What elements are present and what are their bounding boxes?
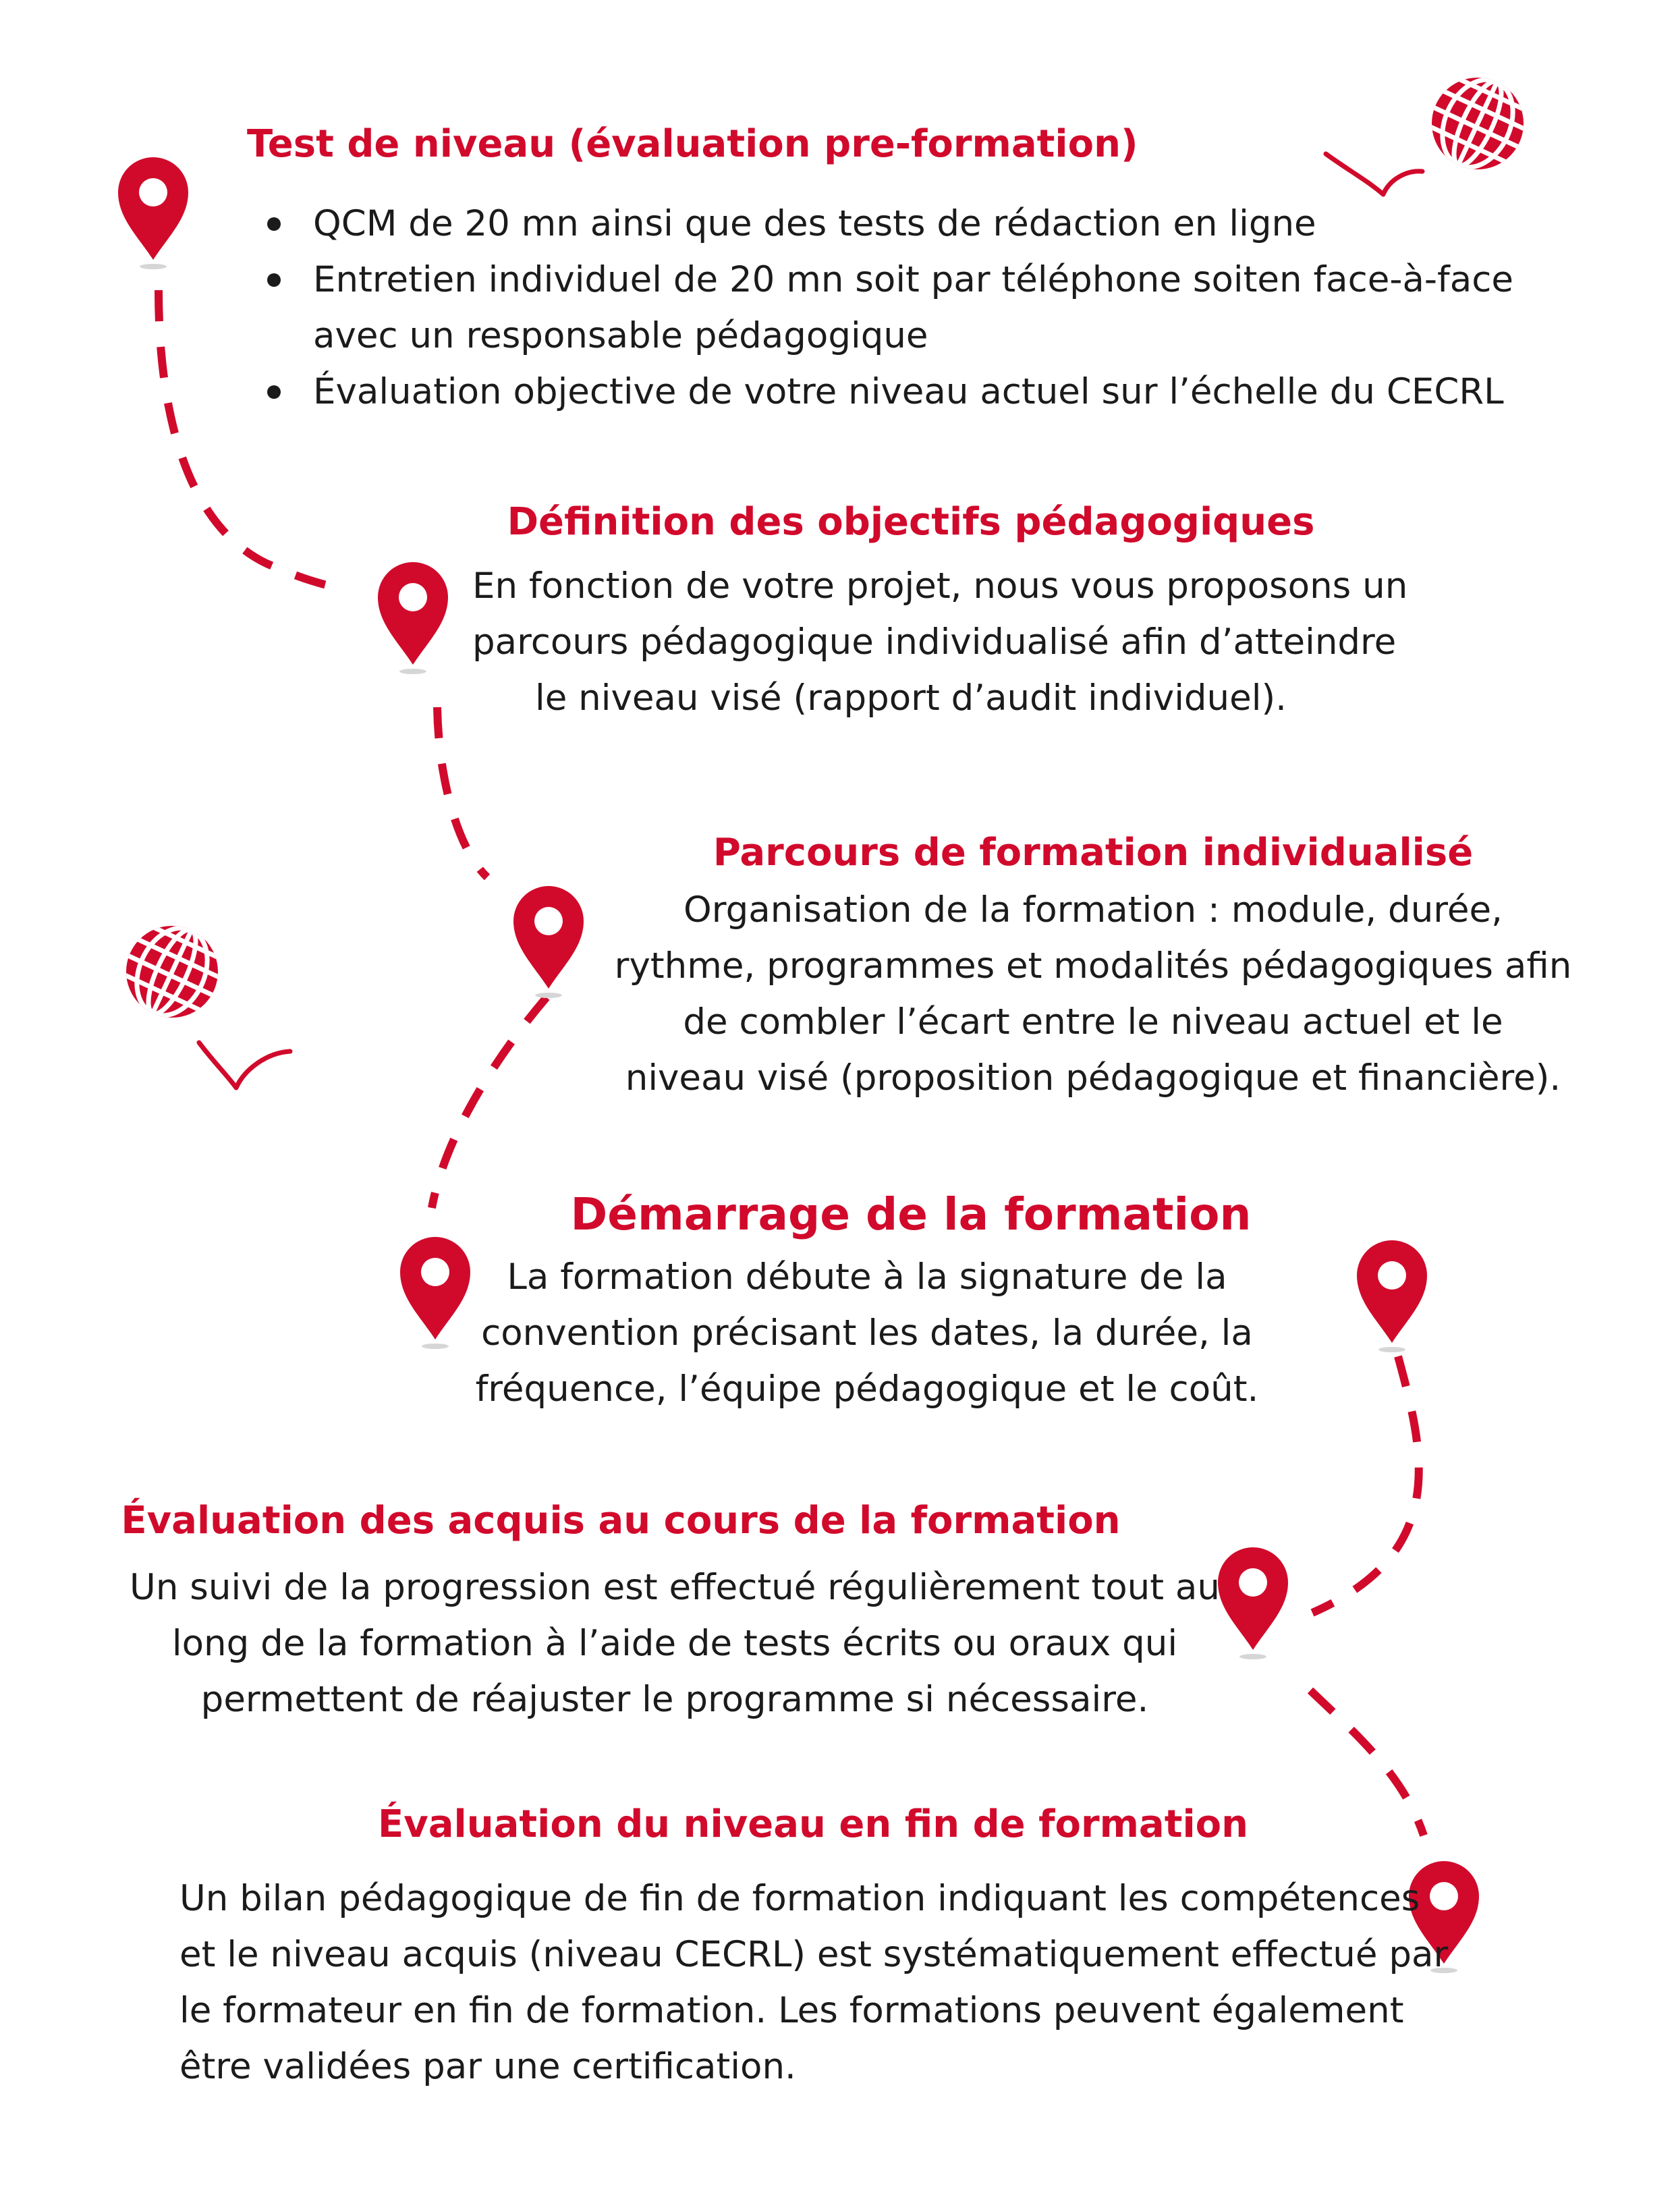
globe-icon bbox=[1425, 68, 1534, 179]
step-heading: Évaluation des acquis au cours de la formation bbox=[121, 1499, 1121, 1543]
bullet-list bbox=[259, 196, 1513, 420]
step-level-test-bullets bbox=[259, 196, 1513, 420]
list-item: Évaluation objective de votre niveau actuel sur l’échelle du CECRL bbox=[259, 364, 1513, 420]
dashed-path-2 bbox=[437, 707, 487, 877]
dashed-path-5 bbox=[1310, 1690, 1424, 1835]
step-description: La formation débute à la signature de la convention précisant les dates, la durée, la fréquence, l’équipe pédagogique et le coût. bbox=[475, 1256, 1259, 1410]
step-heading: Évaluation du niveau en fin de formation bbox=[378, 1802, 1249, 1846]
map-pin-icon bbox=[513, 886, 584, 998]
map-pin-icon bbox=[1218, 1547, 1288, 1659]
step-description: Organisation de la formation : module, durée, rythme, programmes et modalités pédagogiques afin de combler l’écart entre le niveau actuel et le niveau visé (proposition pédagogique et financière). bbox=[614, 889, 1572, 1099]
step-ongoing-assessment bbox=[121, 1498, 1228, 1727]
step-description: Un suivi de la progression est effectué régulièrement tout au long de la formation à l’aide de tests écrits ou oraux qui permettent de réajuster le programme si nécessaire. bbox=[130, 1567, 1220, 1721]
step-level-test bbox=[247, 121, 1138, 167]
step-final-assessment-body bbox=[179, 1871, 1448, 2095]
step-objectives bbox=[472, 499, 1408, 726]
step-description: Un bilan pédagogique de fin de formation indiquant les compétences et le niveau acquis (niveau CECRL) est systématiquement effectué par le formateur en fin de formation. Les formations peuvent également être validées par une certification. bbox=[179, 1878, 1449, 2087]
step-heading: Définition des objectifs pédagogiques bbox=[507, 500, 1315, 544]
step-heading: Test de niveau (évaluation pre-formation) bbox=[247, 122, 1138, 166]
map-pin-icon bbox=[118, 157, 188, 269]
dashed-path-3 bbox=[432, 997, 547, 1208]
step-training-start bbox=[472, 1188, 1349, 1417]
step-heading: Démarrage de la formation bbox=[570, 1188, 1252, 1240]
list-item: QCM de 20 mn ainsi que des tests de rédaction en ligne bbox=[259, 196, 1513, 252]
map-pin-icon bbox=[378, 562, 448, 674]
step-individual-path bbox=[594, 830, 1592, 1106]
step-final-assessment bbox=[378, 1802, 1249, 1847]
step-description: En fonction de votre projet, nous vous proposons un parcours pédagogique individualisé afin d’atteindre le niveau visé (rapport d’audit individuel). bbox=[472, 565, 1408, 719]
checkmark-icon bbox=[199, 1043, 290, 1088]
map-pin-icon bbox=[1357, 1240, 1427, 1352]
list-item: Entretien individuel de 20 mn soit par téléphone soiten face-à-face avec un responsable pédagogique bbox=[259, 252, 1513, 364]
step-heading: Parcours de formation individualisé bbox=[713, 831, 1474, 875]
globe-icon bbox=[119, 916, 229, 1027]
checkmark-icon bbox=[1326, 154, 1422, 194]
